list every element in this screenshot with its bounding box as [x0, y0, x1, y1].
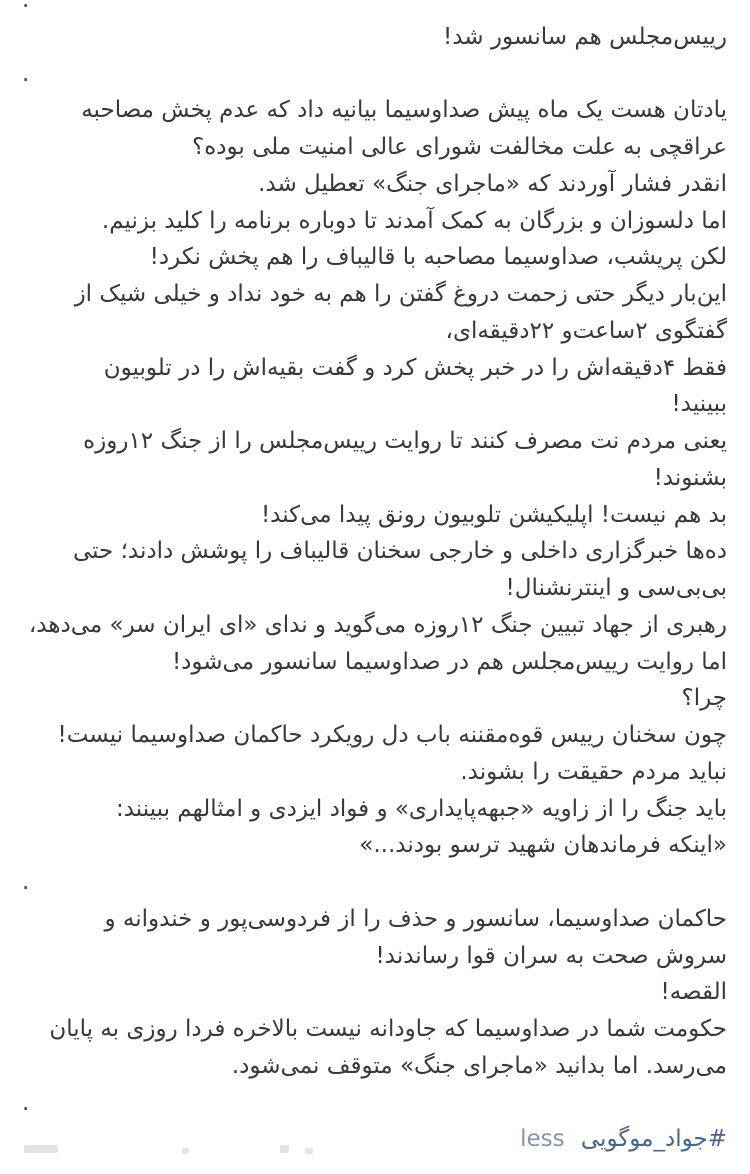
post-line: بشنوند!: [653, 464, 727, 491]
post-line: انقدر فشار آوردند که «ماجرای جنگ» تعطیل شد.: [258, 170, 727, 197]
cropped-next-row-remnant: [280, 1145, 289, 1153]
post-line: باید جنگ را از زاویه «جبهه‌پایداری» و فواد ایزدی و امثالهم ببینند:: [115, 795, 727, 822]
post-title: رییس‌مجلس هم سانسور شد!: [443, 23, 727, 50]
post-line: القصه!: [660, 979, 727, 1006]
post-line: لکن پریشب، صداوسیما مصاحبه با قالیباف را هم پخش نکرد!: [149, 244, 727, 271]
post-line: یعنی مردم نت مصرف کنند تا روایت رییس‌مجلس را از جنگ ۱۲روزه: [83, 428, 727, 454]
paragraph-separator-dot: .: [22, 1089, 30, 1116]
cropped-next-row-remnant: [24, 1145, 58, 1153]
caption-collapse-less-link[interactable]: less: [520, 1126, 565, 1153]
post-line: ده‌ها خبرگزاری داخلی و خارجی سخنان قالیباف را پوشش دادند؛ حتی: [72, 538, 727, 565]
post-line: اما روایت رییس‌مجلس هم در صداوسیما سانسور می‌شود!: [171, 648, 727, 675]
post-line: اما دلسوزان و بزرگان به کمک آمدند تا دوباره برنامه را کلید بزنیم.: [101, 207, 727, 234]
hashtag-link[interactable]: #جواد_موگویی: [580, 1126, 727, 1153]
post-line: «اینکه فرماندهان شهید ترسو بودند...»: [359, 832, 727, 859]
post-line: فقط ۴دقیقه‌اش را در خبر پخش کرد و گفت بقیه‌اش را در تلوبیون: [103, 354, 727, 381]
post-line: می‌رسد. اما بدانید «ماجرای جنگ» متوقف نمی‌شود.: [231, 1052, 727, 1079]
post-line: حاکمان صداوسیما، سانسور و حذف را از فردوسی‌پور و خندوانه و: [104, 905, 727, 932]
post-line: حکومت شما در صداوسیما که جاودانه نیست بالاخره فردا روزی به پایان: [49, 1016, 727, 1042]
paragraph-separator-dot: .: [22, 60, 30, 87]
post-line: چون سخنان رییس قوه‌مقننه باب دل رویکرد حاکمان صداوسیما نیست!: [57, 722, 727, 748]
post-line: ببینید!: [671, 391, 727, 418]
post-line: نباید مردم حقیقت را بشوند.: [460, 758, 727, 785]
post-line: رهبری از جهاد تبیین جنگ ۱۲روزه می‌گوید و ندای «ای ایران سر» می‌دهد،: [28, 611, 727, 638]
post-line: سروش صحت به سران قوا رساندند!: [375, 942, 727, 969]
post-line: گفتگوی ۲ساعت‌و ۲۲دقیقه‌ای،: [445, 317, 727, 344]
post-line: بد هم نیست! اپلیکیشن تلوبیون رونق پیدا می‌کند!: [260, 501, 727, 528]
cropped-next-row-remnant: [305, 1148, 313, 1154]
post-line: بی‌بی‌سی و اینترنشنال!: [505, 575, 727, 601]
paragraph-separator-dot: .: [22, 0, 30, 13]
post-line: عراقچی به علت مخالفت شورای عالی امنیت ملی بوده؟: [192, 134, 727, 160]
post-line: این‌بار دیگر حتی زحمت دروغ گفتن را هم به خود نداد و خیلی شیک از: [74, 281, 727, 307]
caption-footer-line: [22, 1121, 727, 1158]
post-line: یادتان هست یک ماه پیش صداوسیما بیانیه داد که عدم پخش مصاحبه: [81, 97, 727, 124]
paragraph-separator-dot: .: [22, 869, 30, 895]
post-line: چرا؟: [681, 685, 727, 712]
cropped-next-row-remnant: [182, 1148, 189, 1154]
